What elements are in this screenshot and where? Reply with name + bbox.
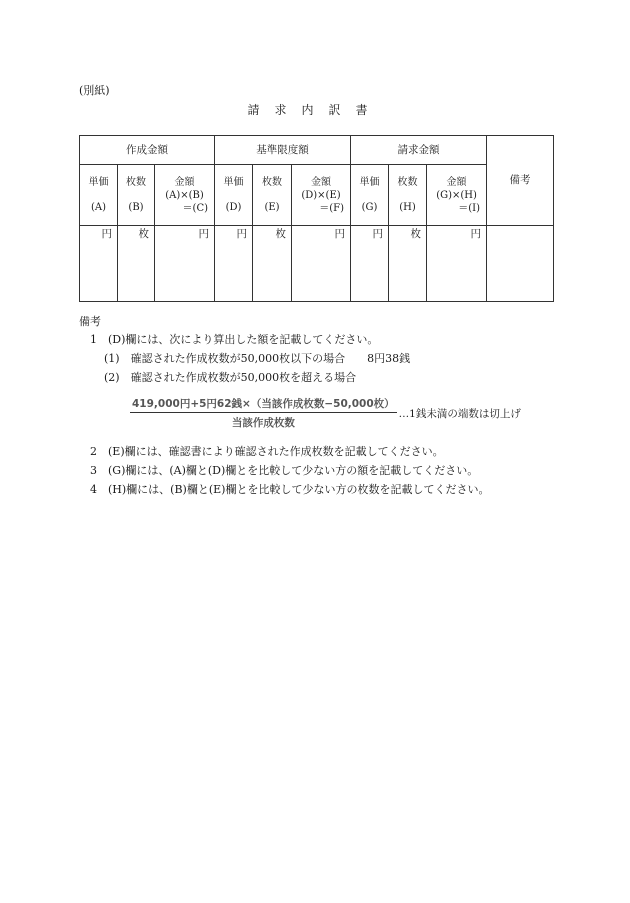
col-symbol: (A) <box>90 202 107 213</box>
col-formula: (G)×(H) <box>436 189 477 201</box>
col-amount-f <box>292 165 351 226</box>
col-label: 金額 <box>446 176 467 188</box>
col-label: 枚数 <box>126 177 146 188</box>
col-label: 金額 <box>311 176 332 188</box>
cell-amount-f[interactable]: 円 <box>292 226 351 302</box>
col-symbol: (D) <box>225 202 242 213</box>
page-title: 請求内訳書 <box>247 103 383 117</box>
col-symbol: (G) <box>361 202 378 213</box>
col-symbol: ＝(I) <box>458 202 481 214</box>
note-2: 2 (E)欄には、確認書により確認された作成枚数を記載してください。 <box>90 445 444 458</box>
formula-numerator: 419,000円+5円62銭×（当該作成枚数−50,000枚） <box>130 396 397 413</box>
cell-count-b[interactable]: 枚 <box>118 226 155 302</box>
col-label: 枚数 <box>262 177 283 188</box>
cell-unit-price-g[interactable]: 円 <box>351 226 389 302</box>
invoice-breakdown-table <box>79 135 554 302</box>
unit-price-formula <box>130 396 521 430</box>
col-label: 単価 <box>223 177 244 188</box>
col-unit-price-d <box>215 165 253 226</box>
col-symbol: (E) <box>264 202 280 213</box>
col-label: 単価 <box>359 177 380 188</box>
note-1-sub-1: (1) 確認された作成枚数が50,000枚以下の場合 8円38銭 <box>104 352 411 365</box>
cell-amount-c[interactable]: 円 <box>155 226 215 302</box>
header-claim-amount: 請求金額 <box>351 136 487 165</box>
col-unit-price-a <box>80 165 118 226</box>
formula-denominator: 当該作成枚数 <box>231 417 295 429</box>
col-symbol: (H) <box>399 202 416 213</box>
cell-unit-price-d[interactable]: 円 <box>215 226 253 302</box>
cell-unit-price-a[interactable]: 円 <box>80 226 118 302</box>
note-4: 4 (H)欄には、(B)欄と(E)欄とを比較して少ない方の枚数を記載してください。 <box>90 483 490 496</box>
notes-heading: 備考 <box>79 315 101 328</box>
cell-count-e[interactable]: 枚 <box>253 226 292 302</box>
col-label: 単価 <box>88 177 109 188</box>
note-1: 1 (D)欄には、次により算出した額を記載してください。 <box>90 333 379 346</box>
header-remarks: 備考 <box>487 136 554 226</box>
cell-amount-i[interactable]: 円 <box>427 226 487 302</box>
col-formula: (A)×(B) <box>165 189 204 201</box>
col-amount-i <box>427 165 487 226</box>
col-amount-c <box>155 165 215 226</box>
col-symbol: (B) <box>128 202 144 213</box>
col-formula: (D)×(E) <box>301 189 341 201</box>
col-count-e <box>253 165 292 226</box>
col-symbol: ＝(F) <box>319 202 345 214</box>
col-symbol: ＝(C) <box>182 202 209 214</box>
col-label: 枚数 <box>397 177 418 188</box>
col-unit-price-g <box>351 165 389 226</box>
note-1-sub-2: (2) 確認された作成枚数が50,000枚を超える場合 <box>104 371 357 384</box>
note-3: 3 (G)欄には、(A)欄と(D)欄とを比較して少ない方の額を記載してください。 <box>90 464 479 477</box>
annex-label: (別紙) <box>79 84 110 97</box>
col-label: 金額 <box>174 176 195 188</box>
header-standard-limit: 基準限度額 <box>215 136 351 165</box>
formula-rounding-note: …1銭未満の端数は切上げ <box>398 407 521 420</box>
cell-count-h[interactable]: 枚 <box>389 226 427 302</box>
col-count-b <box>118 165 155 226</box>
header-creation-amount: 作成金額 <box>80 136 215 165</box>
cell-remarks[interactable] <box>487 226 554 302</box>
formula-fraction <box>130 396 397 430</box>
col-count-h <box>389 165 427 226</box>
